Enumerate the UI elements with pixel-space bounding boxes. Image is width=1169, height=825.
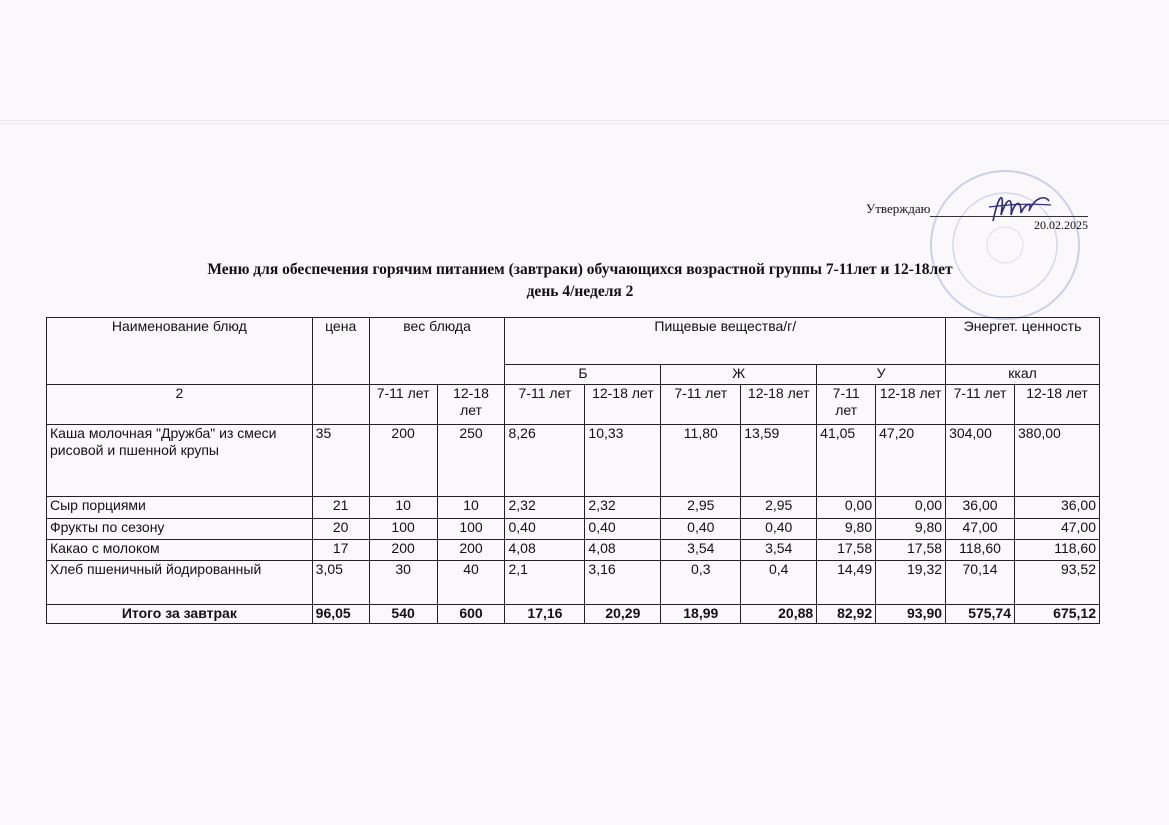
carbs-7-11: 0,00 <box>817 497 876 519</box>
fat-12-18: 13,59 <box>741 425 817 497</box>
carbs-12-18: 17,58 <box>876 540 946 561</box>
total-label: Итого за завтрак <box>47 605 313 624</box>
total-protein-7-11: 17,16 <box>505 605 585 624</box>
kcal-7-11: 36,00 <box>946 497 1015 519</box>
table-row <box>47 425 1100 497</box>
carbs-7-11: 14,49 <box>817 561 876 605</box>
age-12-18: 12-18 лет <box>876 385 946 425</box>
dish-name: Хлеб пшеничный йодированный <box>47 561 313 605</box>
protein-7-11: 4,08 <box>505 540 585 561</box>
weight-7-11: 30 <box>369 561 437 605</box>
protein-12-18: 0,40 <box>585 519 661 540</box>
price-cell: 35 <box>312 425 369 497</box>
fat-7-11: 2,95 <box>661 497 741 519</box>
kcal-12-18: 36,00 <box>1015 497 1100 519</box>
price-cell: 17 <box>312 540 369 561</box>
carbs-7-11: 9,80 <box>817 519 876 540</box>
header-protein: Б <box>505 365 661 385</box>
table-row <box>47 519 1100 540</box>
age-7-11: 7-11 лет <box>369 385 437 425</box>
table-row <box>47 497 1100 519</box>
weight-7-11: 10 <box>369 497 437 519</box>
kcal-7-11: 304,00 <box>946 425 1015 497</box>
total-fat-12-18: 20,88 <box>741 605 817 624</box>
kcal-12-18: 47,00 <box>1015 519 1100 540</box>
protein-7-11: 0,40 <box>505 519 585 540</box>
protein-12-18: 4,08 <box>585 540 661 561</box>
weight-7-11: 100 <box>369 519 437 540</box>
fat-12-18: 2,95 <box>741 497 817 519</box>
approve-label: Утверждаю <box>866 201 931 216</box>
weight-12-18: 100 <box>437 519 505 540</box>
total-protein-12-18: 20,29 <box>585 605 661 624</box>
total-weight-7-11: 540 <box>369 605 437 624</box>
fat-12-18: 0,4 <box>741 561 817 605</box>
protein-7-11: 2,32 <box>505 497 585 519</box>
weight-12-18: 200 <box>437 540 505 561</box>
fat-7-11: 0,3 <box>661 561 741 605</box>
header-energy: Энергет. ценность <box>946 318 1100 365</box>
age-7-11: 7-11 лет <box>661 385 741 425</box>
age-12-18: 12-18 лет <box>437 385 505 425</box>
fat-7-11: 11,80 <box>661 425 741 497</box>
table-row <box>47 561 1100 605</box>
dish-name: Какао с молоком <box>47 540 313 561</box>
menu-table <box>46 317 1100 624</box>
protein-12-18: 3,16 <box>585 561 661 605</box>
empty-cell <box>312 385 369 425</box>
total-fat-7-11: 18,99 <box>661 605 741 624</box>
kcal-12-18: 93,52 <box>1015 561 1100 605</box>
carbs-12-18: 19,32 <box>876 561 946 605</box>
kcal-7-11: 70,14 <box>946 561 1015 605</box>
header-kcal: ккал <box>946 365 1100 385</box>
kcal-7-11: 47,00 <box>946 519 1015 540</box>
menu-subtitle: день 4/неделя 2 <box>526 283 634 300</box>
price-cell: 21 <box>312 497 369 519</box>
scan-artifact <box>0 120 1169 121</box>
row-number: 2 <box>47 385 313 425</box>
weight-12-18: 40 <box>437 561 505 605</box>
carbs-12-18: 9,80 <box>876 519 946 540</box>
age-7-11: 7-11 лет <box>505 385 585 425</box>
protein-7-11: 8,26 <box>505 425 585 497</box>
price-cell: 20 <box>312 519 369 540</box>
approval-date: 20.02.2025 <box>1034 218 1088 232</box>
header-price: цена <box>312 318 369 385</box>
total-carbs-12-18: 93,90 <box>876 605 946 624</box>
weight-12-18: 250 <box>437 425 505 497</box>
fat-7-11: 0,40 <box>661 519 741 540</box>
table-row <box>47 540 1100 561</box>
carbs-7-11: 41,05 <box>817 425 876 497</box>
age-7-11: 7-11 лет <box>946 385 1015 425</box>
price-cell: 3,05 <box>312 561 369 605</box>
dish-name: Сыр порциями <box>47 497 313 519</box>
total-carbs-7-11: 82,92 <box>817 605 876 624</box>
age-12-18: 12-18 лет <box>741 385 817 425</box>
header-nutrients: Пищевые вещества/г/ <box>505 318 946 365</box>
carbs-12-18: 47,20 <box>876 425 946 497</box>
kcal-7-11: 118,60 <box>946 540 1015 561</box>
protein-12-18: 10,33 <box>585 425 661 497</box>
age-7-11: 7-11 лет <box>817 385 876 425</box>
header-carbs: У <box>817 365 946 385</box>
dish-name: Каша молочная "Дружба" из смеси рисовой и пшенной крупы <box>47 425 313 497</box>
menu-title: Меню для обеспечения горячим питанием (завтраки) обучающихся возрастной группы 7-11лет и 12-18лет <box>207 261 953 278</box>
carbs-12-18: 0,00 <box>876 497 946 519</box>
age-header-row <box>47 385 1100 425</box>
header-dish: Наименование блюд <box>47 318 313 385</box>
age-12-18: 12-18 лет <box>1015 385 1100 425</box>
weight-7-11: 200 <box>369 540 437 561</box>
total-weight-12-18: 600 <box>437 605 505 624</box>
fat-12-18: 3,54 <box>741 540 817 561</box>
fat-7-11: 3,54 <box>661 540 741 561</box>
total-kcal-12-18: 675,12 <box>1015 605 1100 624</box>
approval-block <box>866 201 1088 217</box>
carbs-7-11: 17,58 <box>817 540 876 561</box>
header-fat: Ж <box>661 365 817 385</box>
total-price: 96,05 <box>312 605 369 624</box>
total-row <box>47 605 1100 624</box>
weight-7-11: 200 <box>369 425 437 497</box>
protein-12-18: 2,32 <box>585 497 661 519</box>
dish-name: Фрукты по сезону <box>47 519 313 540</box>
header-weight: вес блюда <box>369 318 505 385</box>
kcal-12-18: 380,00 <box>1015 425 1100 497</box>
scan-artifact <box>0 123 1169 124</box>
total-kcal-7-11: 575,74 <box>946 605 1015 624</box>
weight-12-18: 10 <box>437 497 505 519</box>
age-12-18: 12-18 лет <box>585 385 661 425</box>
fat-12-18: 0,40 <box>741 519 817 540</box>
kcal-12-18: 118,60 <box>1015 540 1100 561</box>
header-row <box>47 318 1100 365</box>
protein-7-11: 2,1 <box>505 561 585 605</box>
signature-line <box>930 204 1088 217</box>
